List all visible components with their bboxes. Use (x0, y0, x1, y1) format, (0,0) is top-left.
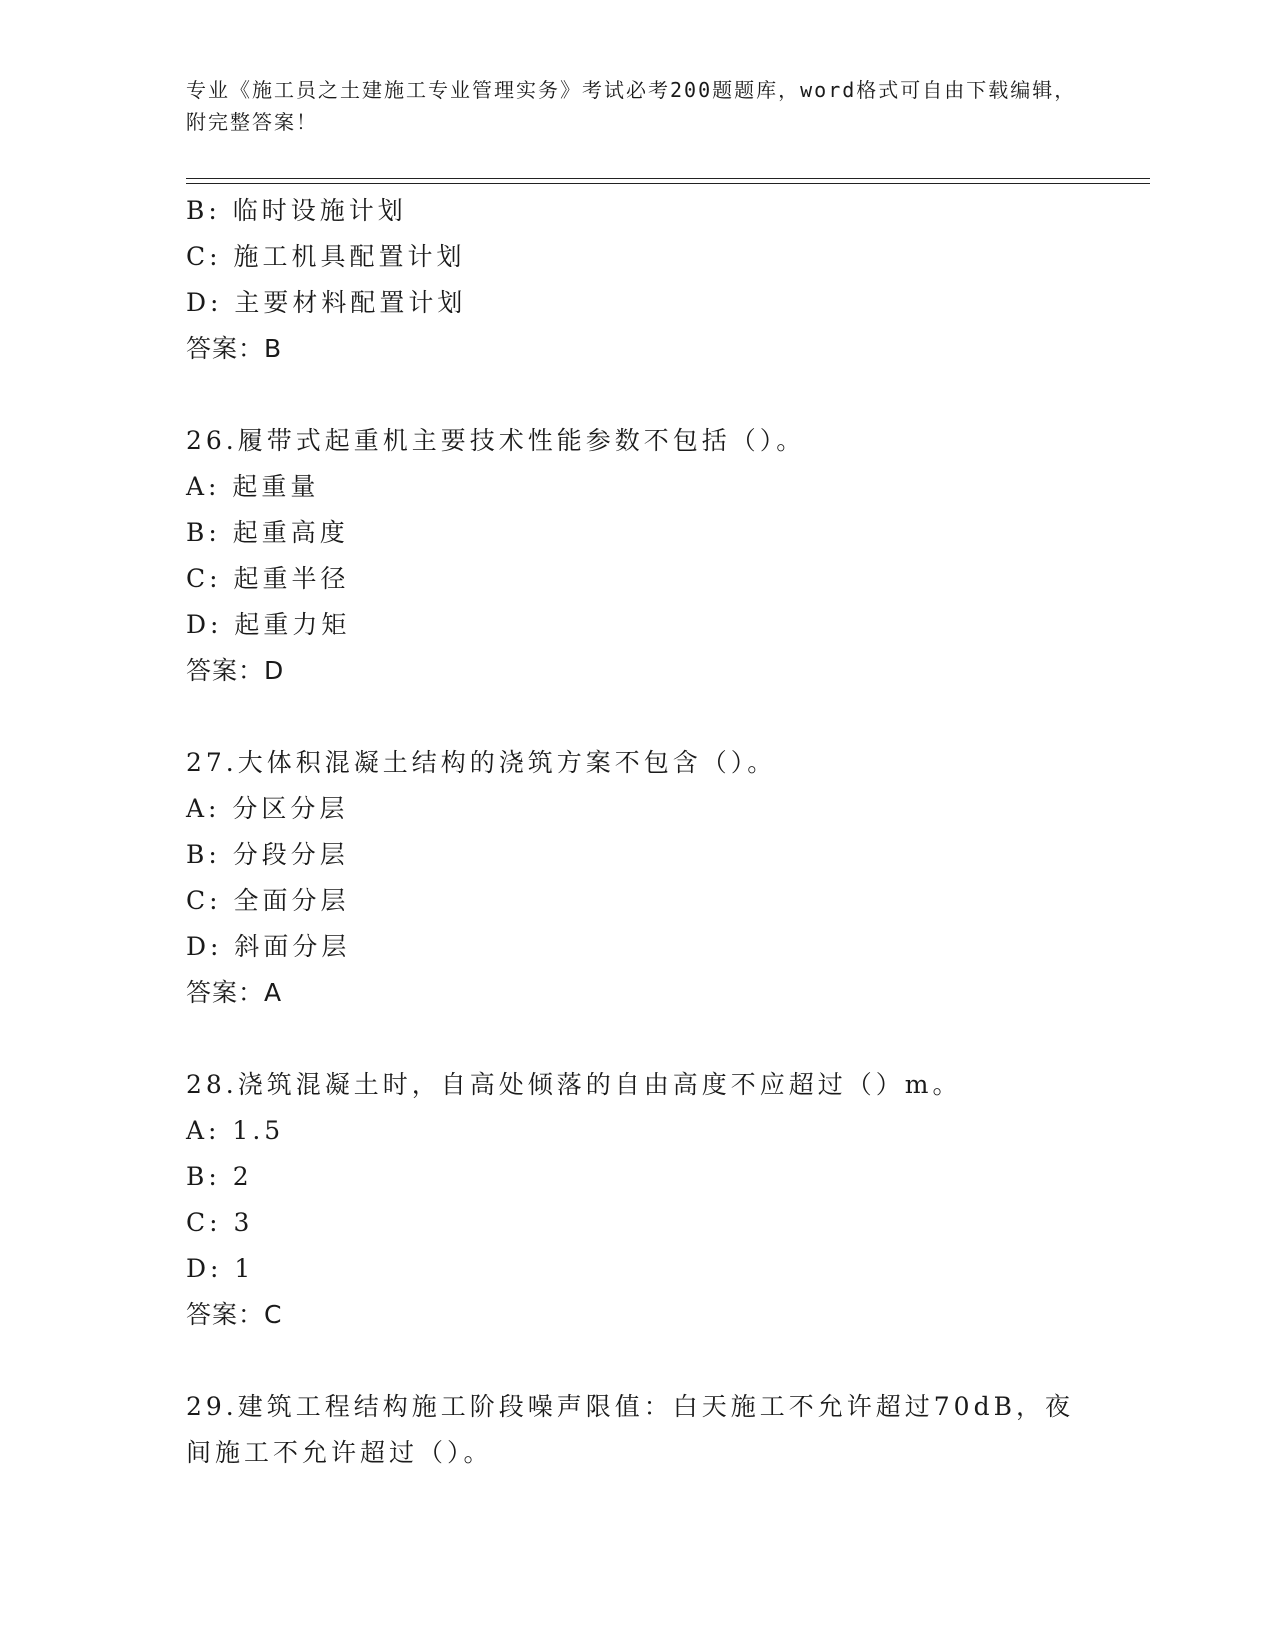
option-a: A: 起重量 (186, 472, 320, 501)
answer: 答案：C (186, 1300, 283, 1329)
option-c: C: 起重半径 (186, 564, 350, 593)
answer: 答案：B (186, 334, 283, 363)
option-a: A: 分区分层 (186, 794, 349, 823)
question-26 (186, 418, 1116, 694)
option-b: B: 分段分层 (186, 840, 349, 869)
header-rule-top (186, 178, 1150, 179)
option-d: D: 斜面分层 (186, 932, 351, 961)
option-a: A: 1.5 (186, 1116, 285, 1145)
document-header: 专业《施工员之土建施工专业管理实务》考试必考200题题库，word格式可自由下载编辑，附完整答案！ (186, 78, 1077, 134)
question-29 (186, 1384, 1116, 1476)
option-d: D: 1 (186, 1254, 255, 1283)
question-text: 29.建筑工程结构施工阶段噪声限值：白天施工不允许超过70dB，夜间施工不允许超过（）。 (186, 1392, 1074, 1467)
option-c: C: 施工机具配置计划 (186, 242, 466, 271)
option-d: D: 起重力矩 (186, 610, 351, 639)
question-text: 28.浇筑混凝土时，自高处倾落的自由高度不应超过（）m。 (186, 1070, 962, 1099)
option-b: B: 2 (186, 1162, 253, 1191)
answer: 答案：A (186, 978, 283, 1007)
answer: 答案：D (186, 656, 285, 685)
option-b: B: 起重高度 (186, 518, 349, 547)
header-rule-bottom (186, 183, 1150, 184)
document-body (186, 188, 1116, 1476)
question-27 (186, 740, 1116, 1016)
option-b: B: 临时设施计划 (186, 196, 407, 225)
option-c: C: 全面分层 (186, 886, 350, 915)
option-c: C: 3 (186, 1208, 254, 1237)
option-d: D: 主要材料配置计划 (186, 288, 467, 317)
question-text: 26.履带式起重机主要技术性能参数不包括（）。 (186, 426, 806, 455)
question-text: 27.大体积混凝土结构的浇筑方案不包含（）。 (186, 748, 777, 777)
question-28 (186, 1062, 1116, 1338)
question-25-continued (186, 188, 1116, 372)
